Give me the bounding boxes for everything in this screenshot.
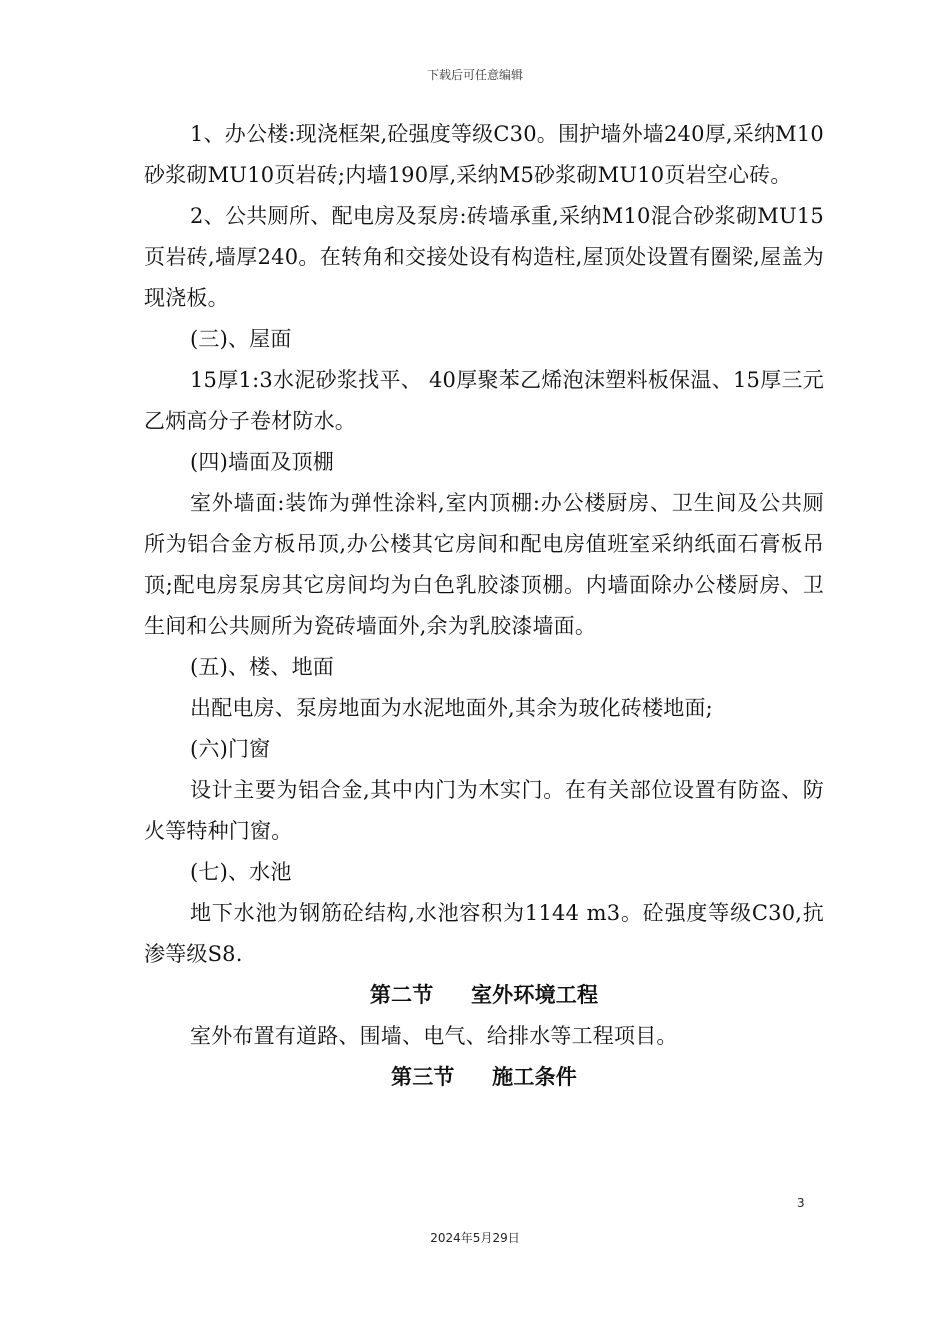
paragraph-wall-ceiling: 室外墙面:装饰为弹性涂料,室内顶棚:办公楼厨房、卫生间及公共厕所为铝合金方板吊顶,办公楼其它房间和配电房值班室采纳纸面石膏板吊顶;配电房泵房其它房间均为白色乳胶漆顶棚。内墙面除办公楼厨房、卫生间和公共厕所为瓷砖墙面外,余为乳胶漆墙面。 [144,491,824,638]
section-heading-outdoor: 第二节 室外环境工程 [369,983,599,1007]
document-body [144,114,824,1098]
heading-floor: (五)、楼、地面 [190,655,334,679]
page-header: 下载后可任意编辑 [426,68,523,82]
paragraph-office-building: 1、办公楼:现浇框架,砼强度等级C30。围护墙外墙240厚,采纳M10砂浆砌MU10页岩砖;内墙190厚,采纳M5砂浆砌MU10页岩空心砖。 [144,122,824,187]
paragraph-outdoor: 室外布置有道路、围墙、电气、给排水等工程项目。 [190,1024,678,1048]
paragraph-pool: 地下水池为钢筋砼结构,水池容积为1144 m3。砼强度等级C30,抗渗等级S8. [144,901,824,966]
paragraph-doors-windows: 设计主要为铝合金,其中内门为木实门。在有关部位设置有防盗、防火等特种门窗。 [144,778,824,843]
section-heading-conditions: 第三节 施工条件 [391,1065,577,1089]
paragraph-public-toilet: 2、公共厕所、配电房及泵房:砖墙承重,采纳M10混合砂浆砌MU15页岩砖,墙厚240。在转角和交接处设有构造柱,屋顶处设置有圈梁,屋盖为现浇板。 [144,204,824,310]
footer-date: 2024年5月29日 [430,1231,520,1245]
heading-doors-windows: (六)门窗 [190,737,271,761]
paragraph-floor: 出配电房、泵房地面为水泥地面外,其余为玻化砖楼地面; [190,696,713,720]
heading-roof: (三)、屋面 [190,327,292,351]
heading-wall-ceiling: (四)墙面及顶棚 [190,450,334,474]
paragraph-roof: 15厚1:3水泥砂浆找平、 40厚聚苯乙烯泡沫塑料板保温、15厚三元乙炳高分子卷材防水。 [144,368,824,433]
page-number: 3 [797,1196,805,1210]
heading-pool: (七)、水池 [190,860,292,884]
